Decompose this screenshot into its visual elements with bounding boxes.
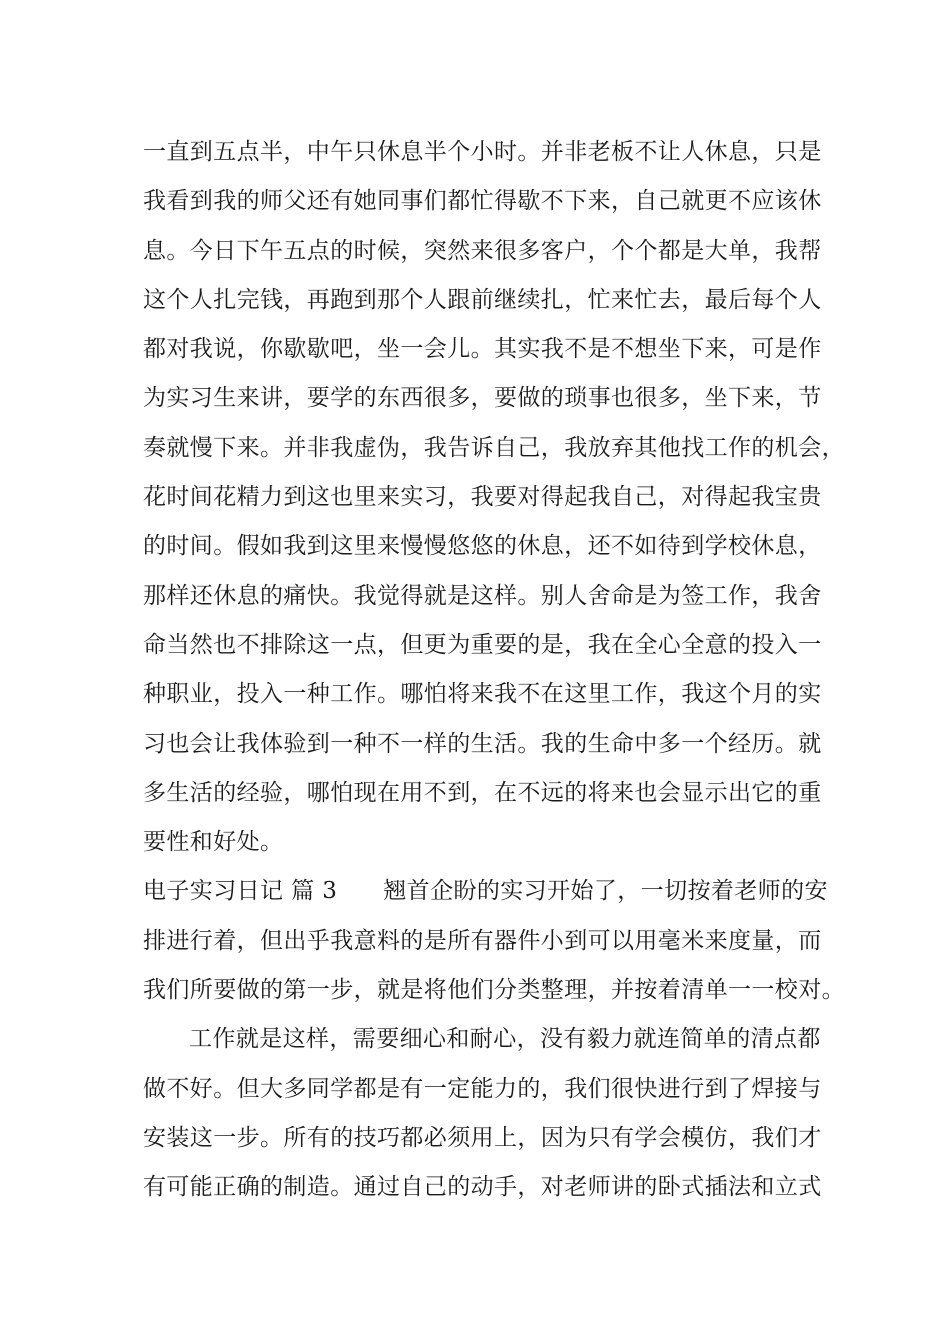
paragraph-line: 都对我说，你歇歇吧，坐一会儿。其实我不是不想坐下来，可是作 [143, 336, 822, 363]
paragraph-line: 习也会让我体验到一种不一样的生活。我的生命中多一个经历。就 [143, 730, 822, 757]
paragraph-line: 一直到五点半，中午只休息半个小时。并非老板不让人休息，只是 [143, 139, 822, 165]
paragraph-line: 做不好。但大多同学都是有一定能力的，我们很快进行到了焊接与 [143, 1075, 822, 1102]
paragraph-line: 安装这一步。所有的技巧都必须用上，因为只有学会模仿，我们才 [143, 1124, 822, 1151]
paragraph-line: 命当然也不排除这一点，但更为重要的是，我在全心全意的投入一 [143, 631, 822, 658]
section-first-line: 翘首企盼的实习开始了，一切按着老师的安 [383, 878, 828, 905]
section-heading-line [143, 867, 828, 916]
paragraph-line: 这个人扎完钱，再跑到那个人跟前继续扎，忙来忙去，最后每个人 [143, 286, 822, 313]
paragraph-line: 我看到我的师父还有她同事们都忙得歇不下来，自己就更不应该休 [143, 188, 822, 215]
body-text [143, 128, 845, 1213]
paragraph-line: 多生活的经验，哪怕现在用不到，在不远的将来也会显示出它的重 [143, 779, 822, 806]
paragraph-line: 要性和好处。 [143, 829, 284, 856]
paragraph-line: 种职业，投入一种工作。哪怕将来我不在这里工作，我这个月的实 [143, 681, 822, 708]
paragraph-line: 工作就是这样，需要细心和耐心，没有毅力就连简单的清点都 [189, 1026, 821, 1053]
section-title: 电子实习日记 篇 3 [143, 878, 338, 905]
paragraph-line: 排进行着，但出乎我意料的是所有器件小到可以用毫米来度量，而 [143, 927, 822, 954]
paragraph-line: 花时间花精力到这也里来实习，我要对得起我自己，对得起我宝贵 [143, 484, 822, 511]
paragraph-line: 我们所要做的第一步，就是将他们分类整理，并按着清单一一校对。 [143, 977, 845, 1004]
paragraph-line: 有可能正确的制造。通过自己的动手，对老师讲的卧式插法和立式 [143, 1174, 822, 1201]
paragraph-line: 的时间。假如我到这里来慢慢悠悠的休息，还不如待到学校休息， [143, 533, 822, 560]
paragraph-line: 息。今日下午五点的时候，突然来很多客户，个个都是大单，我帮 [143, 237, 822, 264]
paragraph-line: 奏就慢下来。并非我虚伪，我告诉自己，我放弃其他找工作的机会， [143, 434, 845, 461]
paragraph-line: 为实习生来讲，要学的东西很多，要做的琐事也很多，坐下来，节 [143, 385, 822, 412]
paragraph-line: 那样还休息的痛快。我觉得就是这样。别人舍命是为签工作，我舍 [143, 582, 822, 609]
